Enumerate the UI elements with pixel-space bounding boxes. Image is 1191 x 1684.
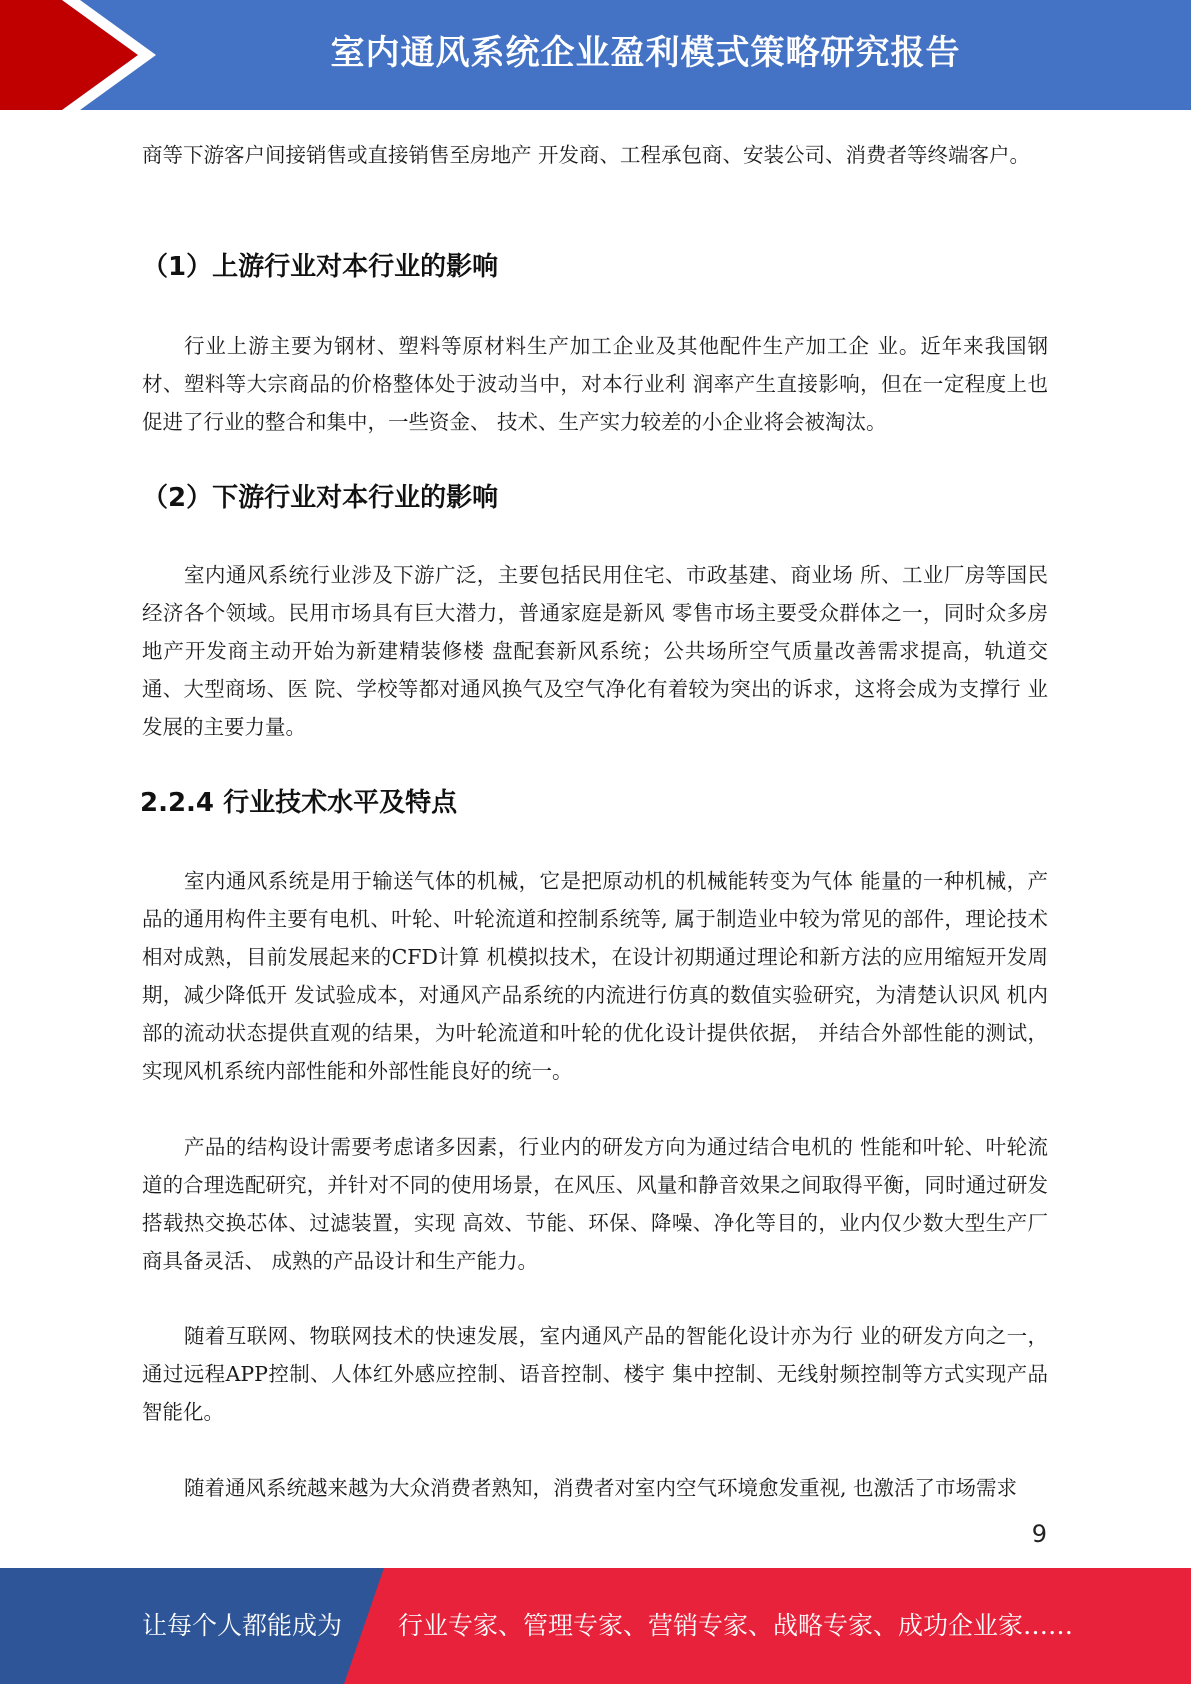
section-heading-technology: 2.2.4 行业技术水平及特点 (140, 788, 458, 818)
paragraph-technology-3: 随着互联网、物联网技术的快速发展，室内通风产品的智能化设计亦为行 业的研发方向之一，通过远程APP控制、人体红外感应控制、语音控制、楼宇 集中控制、无线射频控制等方式实现产品智能化。 (142, 1324, 1048, 1424)
paragraph-upstream: 行业上游主要为钢材、塑料等原材料生产加工企业及其他配件生产加工企 业。近年来我国钢材、塑料等大宗商品的价格整体处于波动当中，对本行业利 润率产生直接影响，但在一定程度上也促进了行业的整合和集中，一些资金、 技术、生产实力较差的小企业将会被淘汰。 (142, 334, 1048, 434)
paragraph-technology-1: 室内通风系统是用于输送气体的机械，它是把原动机的机械能转变为气体 能量的一种机械，产品的通用构件主要有电机、叶轮、叶轮流道和控制系统等, 属于制造业中较为常见的部件，理论技术相对成熟，目前发展起来的CFD计算 机模拟技术，在设计初期通过理论和新方法的应用缩短开发周期，减少降低开 发试验成本，对通风产品系统的内流进行仿真的数值实验研究，为清楚认识风 机内部的流动状态提供直观的结果，为叶轮流道和叶轮的优化设计提供依据， 并结合外部性能的测试，实现风机系统内部性能和外部性能良好的统一。 (142, 869, 1048, 1083)
section-heading-downstream: （2）下游行业对本行业的影响 (142, 483, 499, 513)
footer-banner (0, 1568, 1191, 1684)
paragraph-technology-2: 产品的结构设计需要考虑诸多因素，行业内的研发方向为通过结合电机的 性能和叶轮、叶轮流道的合理选配研究，并针对不同的使用场景，在风压、风量和静音效果之间取得平衡，同时通过研发搭载热交换芯体、过滤装置，实现 高效、节能、环保、降噪、净化等目的，业内仅少数大型生产厂商具备灵活、 成熟的产品设计和生产能力。 (142, 1135, 1048, 1273)
page-number: 9 (1031, 1520, 1047, 1548)
paragraph-downstream: 室内通风系统行业涉及下游广泛，主要包括民用住宅、市政基建、商业场 所、工业厂房等国民经济各个领域。民用市场具有巨大潜力，普通家庭是新风 零售市场主要受众群体之一，同时众多房地产开发商主动开始为新建精装修楼 盘配套新风系统；公共场所空气质量改善需求提高，轨道交通、大型商场、医 院、学校等都对通风换气及空气净化有着较为突出的诉求，这将会成为支撑行 业发展的主要力量。 (142, 563, 1048, 739)
paragraph-intro: 商等下游客户间接销售或直接销售至房地产 开发商、工程承包商、安装公司、消费者等终端客户。 (142, 143, 1031, 167)
footer-slogan-right: 行业专家、管理专家、营销专家、战略专家、成功企业家…… (398, 1611, 1074, 1640)
paragraph-technology-4: 随着通风系统越来越为大众消费者熟知，消费者对室内空气环境愈发重视, 也激活了市场需求 (184, 1476, 1018, 1500)
report-title: 室内通风系统企业盈利模式策略研究报告 (330, 33, 961, 73)
footer-slogan-left: 让每个人都能成为 (142, 1611, 343, 1640)
chevron-arrow-icon (0, 0, 160, 110)
header-banner (0, 0, 1191, 110)
section-heading-upstream: （1）上游行业对本行业的影响 (142, 252, 499, 282)
